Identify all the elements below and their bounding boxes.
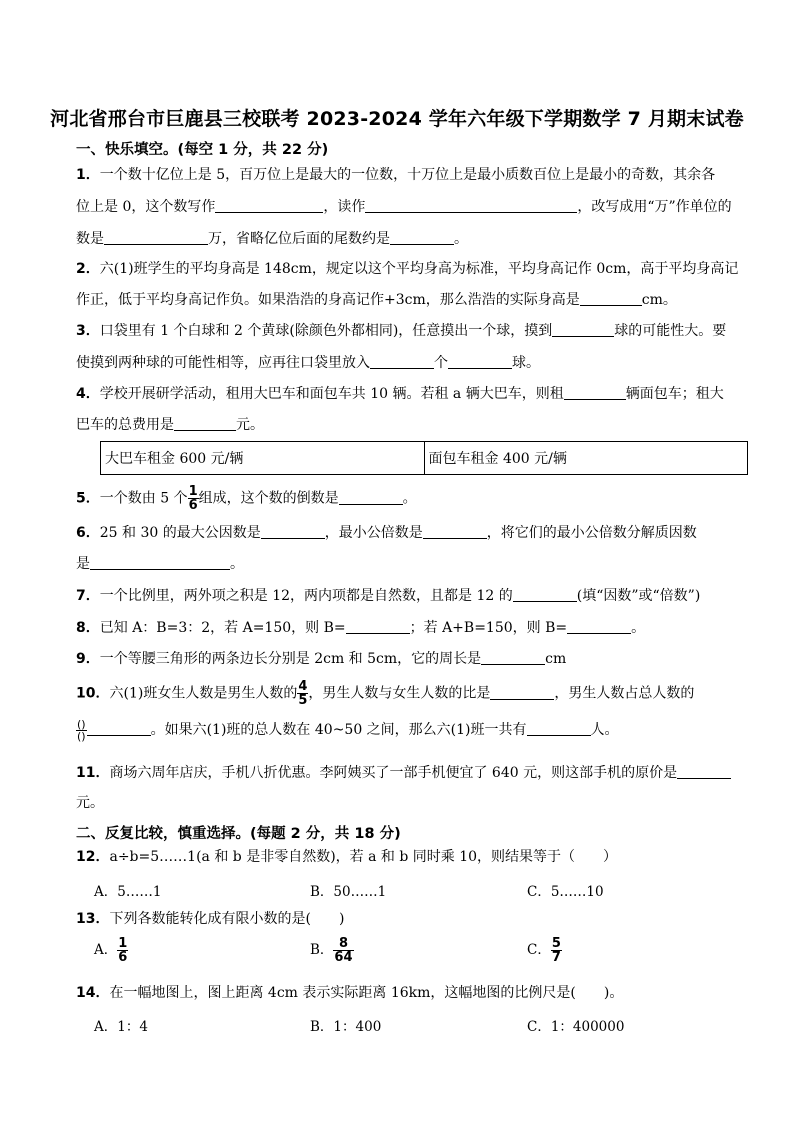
question-6-line-2: 是 。	[76, 556, 244, 572]
question-6-line-1: 6．25 和 30 的最大公因数是 ，最小公倍数是 ，将它们的最小公倍数分解质因数	[76, 525, 697, 541]
section-1-heading: 一、快乐填空。(每空 1 分，共 22 分)	[76, 142, 329, 158]
fraction: $\frac{1}{6}$	[118, 936, 128, 965]
question-number: 1．	[76, 167, 100, 183]
option-b[interactable]: B．50……1	[310, 884, 387, 900]
option-b[interactable]: B．1：400	[310, 1019, 382, 1035]
option-c[interactable]: C．5……10	[527, 884, 604, 900]
fraction: $\frac{5}{7}$	[551, 936, 561, 965]
answer-blank[interactable]	[677, 764, 731, 779]
blank-fraction[interactable]: $\frac{()}{()}$	[77, 717, 86, 743]
question-number: 5．	[76, 490, 100, 507]
question-14-line-1: 14．在一幅地图上，图上距离 4cm 表示实际距离 16km，这幅地图的比例尺是( )。	[76, 985, 624, 1001]
answer-blank[interactable]	[527, 721, 591, 736]
question-11-line-2: 元。	[76, 795, 104, 811]
question-7-line-1: 7．一个比例里，两外项之积是 12，两内项都是自然数，且都是 12 的 (填“因数”或“倍数”)	[76, 588, 701, 604]
answer-blank[interactable]	[346, 619, 410, 634]
question-number: 12．	[76, 849, 110, 865]
question-2-line-2: 作正，低于平均身高记作负。如果浩浩的身高记作+3cm，那么浩浩的实际身高是 cm。	[76, 292, 677, 308]
question-1-line-2: 位上是 0，这个数写作 ，读作 ，改写成用“万”作单位的	[76, 199, 732, 215]
answer-blank[interactable]	[87, 721, 151, 736]
answer-blank[interactable]	[552, 322, 614, 337]
answer-blank[interactable]	[261, 524, 325, 539]
option-a[interactable]: A．5……1	[94, 884, 162, 900]
question-12-line-1: 12．a÷b=5……1(a 和 b 是非零自然数)，若 a 和 b 同时乘 10，则结果等于（ ）	[76, 849, 618, 865]
question-4-line-1: 4．学校开展研学活动，租用大巴车和面包车共 10 辆。若租 a 辆大巴车，则租 辆面包车；租大	[76, 386, 724, 402]
answer-blank[interactable]	[513, 587, 577, 602]
option-c[interactable]: C．1：400000	[527, 1019, 625, 1035]
question-number: 4．	[76, 386, 100, 402]
page-title: 河北省邢台市巨鹿县三校联考 2023-2024 学年六年级下学期数学 7 月期末试卷	[50, 108, 744, 130]
fraction: $\frac{4}{5}$	[298, 679, 308, 708]
answer-blank[interactable]	[370, 354, 434, 369]
rental-price-table	[100, 441, 748, 475]
question-number: 2．	[76, 261, 100, 277]
question-3-line-1: 3．口袋里有 1 个白球和 2 个黄球(除颜色外都相同)，任意摸出一个球，摸到 球的可能性大。要	[76, 323, 727, 339]
fraction: $\frac{8}{64}$	[334, 936, 353, 965]
question-4-line-2: 巴车的总费用是 元。	[76, 417, 264, 433]
question-number: 14．	[76, 985, 110, 1001]
question-number: 11．	[76, 765, 110, 781]
answer-blank[interactable]	[104, 230, 208, 245]
option-a[interactable]: A． $\frac{1}{6}$	[94, 936, 128, 965]
question-number: 9．	[76, 651, 100, 667]
question-1-line-1: 1．一个数十亿位上是 5，百万位上是最大的一位数，十万位上是最小质数百位上是最小的奇数，其余各	[76, 167, 716, 183]
fraction: $\frac{1}{6}$	[188, 484, 198, 513]
answer-blank[interactable]	[448, 354, 512, 369]
question-number: 6．	[76, 525, 100, 541]
question-number: 10．	[76, 685, 110, 702]
answer-blank[interactable]	[423, 524, 487, 539]
question-10-line-2: $\frac{()}{()}$ 。如果六(1)班的总人数在 40~50 之间，那么六(1)班一共有 人。	[77, 717, 619, 743]
section-2-heading: 二、反复比较，慎重选择。(每题 2 分，共 18 分)	[76, 826, 401, 842]
answer-blank[interactable]	[215, 198, 323, 213]
answer-blank[interactable]	[567, 619, 631, 634]
table-cell-van: 面包车租金 400 元/辆	[424, 442, 748, 474]
answer-blank[interactable]	[481, 650, 545, 665]
answer-blank[interactable]	[174, 416, 236, 431]
answer-blank[interactable]	[90, 555, 230, 570]
option-b[interactable]: B． $\frac{8}{64}$	[310, 936, 353, 965]
question-9-line-1: 9．一个等腰三角形的两条边长分别是 2cm 和 5cm，它的周长是 cm	[76, 651, 567, 667]
table-cell-bus: 大巴车租金 600 元/辆	[105, 451, 244, 467]
question-number: 7．	[76, 588, 100, 604]
question-number: 8．	[76, 620, 100, 636]
question-13-line-1: 13．下列各数能转化成有限小数的是( )	[76, 911, 345, 927]
option-c[interactable]: C． $\frac{5}{7}$	[527, 936, 561, 965]
answer-blank[interactable]	[339, 490, 403, 505]
answer-blank[interactable]	[365, 198, 577, 213]
question-5-line-1: 5．一个数由 5 个 $\frac{1}{6}$ 组成，这个数的倒数是 。	[76, 484, 417, 513]
question-number: 3．	[76, 323, 100, 339]
question-number: 13．	[76, 911, 110, 927]
answer-blank[interactable]	[390, 230, 454, 245]
question-1-line-3: 数是 万，省略亿位后面的尾数约是 。	[76, 231, 468, 247]
question-11-line-1: 11．商场六周年店庆，手机八折优惠。李阿姨买了一部手机便宜了 640 元，则这部手机的原价是	[76, 764, 756, 782]
option-a[interactable]: A．1：4	[94, 1019, 148, 1035]
question-8-line-1: 8．已知 A：B=3：2，若 A=150，则 B= ；若 A+B=150，则 B= 。	[76, 620, 646, 636]
answer-blank[interactable]	[490, 685, 554, 700]
answer-blank[interactable]	[580, 291, 642, 306]
answer-blank[interactable]	[564, 385, 626, 400]
question-3-line-2: 使摸到两种球的可能性相等，应再往口袋里放入 个 球。	[76, 355, 540, 371]
question-10-line-1: 10．六(1)班女生人数是男生人数的 $\frac{4}{5}$ ，男生人数与女生人数的比是 ，男生人数占总人数的	[76, 679, 695, 708]
question-2-line-1: 2．六(1)班学生的平均身高是 148cm，规定以这个平均身高为标准，平均身高记作 0cm，高于平均身高记	[76, 261, 739, 277]
